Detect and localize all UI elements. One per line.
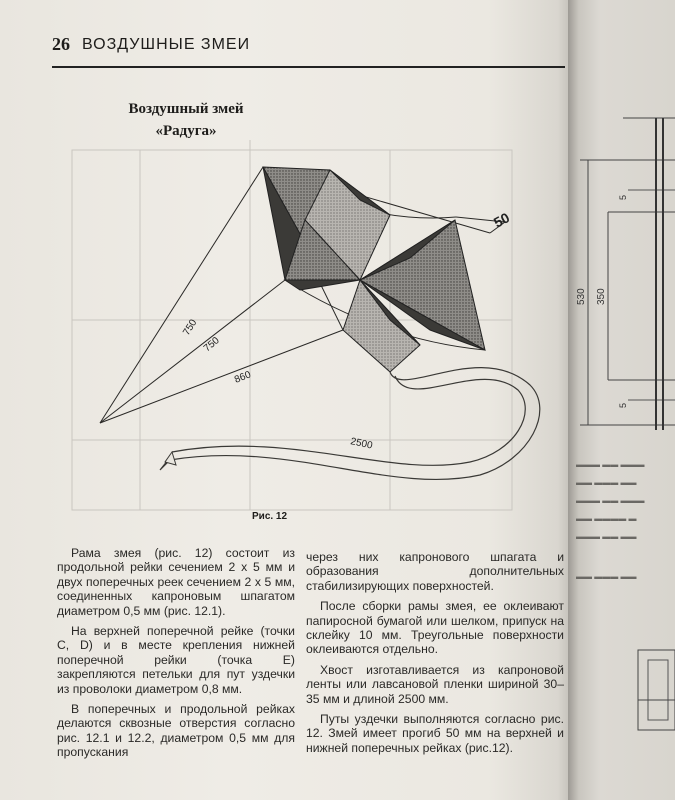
dim-750-inner: 750	[201, 335, 222, 355]
kite-title-line2: «Радуга»	[155, 123, 217, 139]
tail-ribbon-inner	[172, 376, 525, 465]
right-page-bleed-text: ▬▬ ▬▬▬▬ ▬	[576, 514, 637, 523]
page-header	[52, 26, 565, 68]
right-page	[568, 0, 675, 800]
dim-750-outer: 750	[181, 317, 200, 338]
right-page-drawing	[568, 0, 675, 800]
right-page-bleed-text: ▬▬▬ ▬▬ ▬▬	[576, 532, 637, 541]
right-page-bleed-text: ▬▬ ▬▬▬ ▬▬	[576, 572, 637, 581]
paragraph: Рама змея (рис. 12) состоит из продольной рейки сечением 2 х 5 мм и двух поперечных реек сечением 2 х 5 мм, соединенных капроновым шпагатом диаметром 0,5 мм (рис. 12.1).	[57, 546, 295, 618]
page-number: 26	[52, 34, 70, 54]
paragraph: После сборки рамы змея, ее оклеивают папиросной бумагой или шелком, припуск на склейку 10 мм. Треугольные поверхности оклеиваются отдельно.	[306, 599, 564, 657]
running-title: ВОЗДУШНЫЕ ЗМЕИ	[82, 36, 251, 53]
dim-860: 860	[233, 369, 253, 386]
right-page-bleed-text: ▬▬▬ ▬▬ ▬▬▬	[576, 460, 645, 469]
text-column-right	[306, 550, 564, 761]
dim-50: 50	[490, 209, 513, 231]
right-page-bleed-text: ▬▬ ▬▬▬ ▬▬	[576, 478, 637, 487]
right-page-bleed-text: ▬▬▬ ▬▬ ▬▬▬	[576, 496, 645, 505]
text-column-left	[57, 546, 295, 766]
paragraph: В поперечных и продольной рейках делаются сквозные отверстия согласно рис. 12.1 и 12.2, диаметром 0,5 мм для пропускания	[57, 702, 295, 760]
dim-350: 350	[596, 288, 607, 305]
dim-5-bottom: 5	[618, 402, 628, 408]
paragraph: Путы уздечки выполняются согласно рис. 12. Змей имеет прогиб 50 мм на верхней и нижней поперечных рейках (рис.12).	[306, 712, 564, 755]
dim-530: 530	[576, 288, 587, 305]
kite-title-line1: Воздушный змей	[128, 101, 244, 117]
kite-figure	[60, 140, 560, 520]
tail-ribbon-outline	[160, 368, 540, 480]
kite-title	[86, 98, 286, 142]
paragraph: Хвост изготавливается из капроновой ленты или лавсановой пленки шириной 30–35 мм и длиной 2500 мм.	[306, 662, 564, 706]
paragraph-continuation: через них капронового шпагата и образования дополнительных стабилизирующих поверхностей.	[306, 550, 564, 593]
figure-caption: Рис. 12	[252, 511, 288, 522]
kite-drawing	[60, 140, 560, 520]
paragraph: На верхней поперечной рейке (точки С, D) и в месте крепления нижней поперечной рейки (точка Е) закрепляются петельки для пут уздечки из проволоки диаметром 0,8 мм.	[57, 624, 295, 696]
dim-5-top: 5	[618, 194, 628, 200]
dim-2500: 2500	[349, 436, 374, 452]
